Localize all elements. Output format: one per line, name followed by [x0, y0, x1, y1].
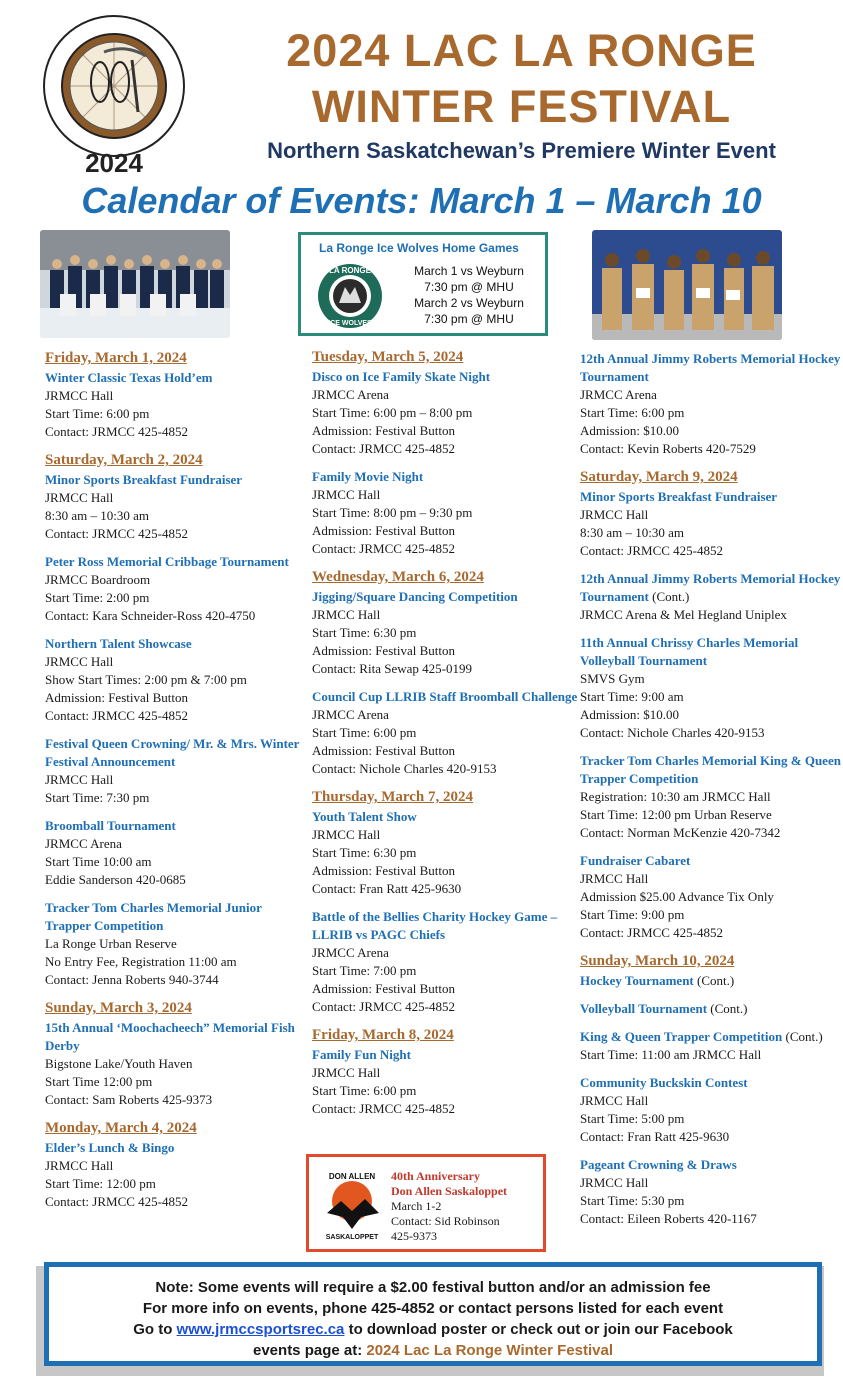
continued-label: (Cont.) — [697, 973, 735, 988]
event-detail: La Ronge Urban Reserve — [45, 936, 177, 951]
event-detail: Bigstone Lake/Youth Haven — [45, 1056, 193, 1071]
event-detail: Start Time: 5:30 pm — [580, 1193, 685, 1208]
logo-year: 2024 — [85, 148, 143, 178]
event-detail: JRMCC Hall — [312, 827, 381, 842]
festival-logo — [34, 8, 194, 178]
event-detail: Admission: $10.00 — [580, 423, 679, 438]
event-detail: Start Time: 9:00 am — [580, 689, 684, 704]
event-title: Volleyball Tournament (Cont.) — [580, 1001, 748, 1016]
event-detail: JRMCC Hall — [45, 654, 114, 669]
note-line-1: Note: Some events will require a $2.00 festival button and/or an admission fee — [155, 1279, 711, 1296]
note-box — [44, 1262, 822, 1366]
event-item — [312, 908, 582, 1016]
event-detail: Admission: Festival Button — [312, 423, 456, 438]
event-detail: JRMCC Hall — [312, 1065, 381, 1080]
facebook-page-name: 2024 Lac La Ronge Winter Festival — [366, 1342, 613, 1359]
note-line-3: Go to www.jrmccsportsrec.ca to download poster or check out or join our Facebook — [133, 1321, 733, 1338]
event-detail: Contact: Rita Sewap 425-0199 — [312, 661, 472, 676]
svg-text:ICE WOLVES: ICE WOLVES — [328, 320, 372, 327]
event-detail: JRMCC Hall — [580, 1175, 649, 1190]
event-detail: Contact: JRMCC 425-4852 — [45, 526, 189, 541]
events-column-1 — [45, 343, 307, 1221]
day-heading: Saturday, March 9, 2024 — [580, 469, 738, 485]
event-detail: JRMCC Arena & Mel Hegland Uniplex — [580, 607, 787, 622]
event-item — [580, 752, 842, 842]
event-title: Broomball Tournament — [45, 818, 176, 833]
event-detail: Contact: JRMCC 425-4852 — [45, 424, 189, 439]
event-detail: JRMCC Hall — [45, 388, 114, 403]
event-detail: Admission: Festival Button — [312, 981, 456, 996]
events-column-3 — [580, 350, 842, 1238]
event-detail: Admission: Festival Button — [312, 743, 456, 758]
event-item — [45, 1019, 307, 1109]
event-detail: JRMCC Arena — [312, 945, 389, 960]
event-detail: JRMCC Arena — [312, 387, 389, 402]
event-item — [580, 1028, 842, 1064]
event-detail: JRMCC Arena — [580, 387, 657, 402]
event-detail: Contact: Fran Ratt 425-9630 — [312, 881, 462, 896]
event-title: Disco on Ice Family Skate Night — [312, 369, 491, 384]
event-detail: Contact: JRMCC 425-4852 — [312, 541, 456, 556]
event-detail: Contact: Jenna Roberts 940-3744 — [45, 972, 219, 987]
saskaloppet-text: 40th Anniversary Don Allen Saskaloppet March 1-2 Contact: Sid Robinson 425-9373 — [391, 1169, 508, 1243]
event-item — [580, 1074, 842, 1146]
event-detail: Admission: Festival Button — [45, 690, 189, 705]
event-detail: Contact: Fran Ratt 425-9630 — [580, 1129, 730, 1144]
event-detail: Eddie Sanderson 420-0685 — [45, 872, 186, 887]
event-item — [45, 635, 307, 725]
svg-text:DON ALLEN: DON ALLEN — [328, 1172, 376, 1181]
event-detail: Start Time: 6:30 pm — [312, 845, 417, 860]
event-detail: Contact: JRMCC 425-4852 — [580, 543, 724, 558]
event-title: King & Queen Trapper Competition (Cont.) — [580, 1029, 823, 1044]
ice-wolves-logo — [317, 263, 383, 329]
subtitle: Northern Saskatchewan’s Premiere Winter Event — [267, 138, 776, 163]
event-item — [312, 468, 582, 558]
event-detail: 8:30 am – 10:30 am — [45, 508, 149, 523]
event-detail: Contact: Norman McKenzie 420-7342 — [580, 825, 781, 840]
event-detail: Admission: $10.00 — [580, 707, 679, 722]
event-detail: JRMCC Hall — [312, 487, 381, 502]
event-title: Battle of the Bellies Charity Hockey Game – LLRIB vs PAGC Chiefs — [312, 909, 558, 942]
event-title: Tracker Tom Charles Memorial Junior Trapper Competition — [45, 900, 262, 933]
event-detail: Contact: JRMCC 425-4852 — [45, 1194, 189, 1209]
event-item — [580, 1000, 842, 1018]
saskaloppet-box — [306, 1154, 546, 1252]
day-heading: Tuesday, March 5, 2024 — [312, 349, 464, 365]
event-detail: JRMCC Hall — [45, 490, 114, 505]
note-line-2: For more info on events, phone 425-4852 or contact persons listed for each event — [142, 1300, 724, 1317]
event-detail: Registration: 10:30 am JRMCC Hall — [580, 789, 771, 804]
event-item — [312, 1046, 582, 1118]
event-title: Minor Sports Breakfast Fundraiser — [580, 489, 778, 504]
event-detail: Contact: Sam Roberts 425-9373 — [45, 1092, 213, 1107]
website-link[interactable]: www.jrmccsportsrec.ca — [176, 1321, 345, 1338]
event-detail: Start Time: 2:00 pm — [45, 590, 150, 605]
event-item — [45, 471, 307, 543]
event-detail: Start Time: 7:30 pm — [45, 790, 150, 805]
event-detail: JRMCC Arena — [45, 836, 122, 851]
day-heading: Monday, March 4, 2024 — [45, 1120, 197, 1136]
event-detail: Contact: Nichole Charles 420-9153 — [580, 725, 765, 740]
event-item — [580, 852, 842, 942]
event-item — [580, 1156, 842, 1228]
event-title: 12th Annual Jimmy Roberts Memorial Hockey Tournament — [580, 351, 841, 384]
saskaloppet-logo — [321, 1171, 383, 1241]
event-detail: JRMCC Hall — [312, 607, 381, 622]
event-detail: Start Time: 6:00 pm — [45, 406, 150, 421]
event-title: Peter Ross Memorial Cribbage Tournament — [45, 554, 289, 569]
continued-label: (Cont.) — [710, 1001, 748, 1016]
event-detail: Start Time: 6:00 pm – 8:00 pm — [312, 405, 473, 420]
event-item — [45, 1139, 307, 1211]
event-detail: Start Time 12:00 pm — [45, 1074, 153, 1089]
ice-wolves-box — [298, 232, 548, 336]
event-detail: Start Time: 7:00 pm — [312, 963, 417, 978]
event-title: Family Fun Night — [312, 1047, 411, 1062]
svg-text:SASKALOPPET: SASKALOPPET — [325, 1234, 379, 1241]
event-item — [312, 368, 582, 458]
event-detail: Contact: JRMCC 425-4852 — [580, 925, 724, 940]
event-detail: Admission: Festival Button — [312, 643, 456, 658]
day-heading: Wednesday, March 6, 2024 — [312, 569, 484, 585]
event-detail: Start Time: 6:30 pm — [312, 625, 417, 640]
event-detail: Start Time: 11:00 am JRMCC Hall — [580, 1047, 762, 1062]
event-detail: Contact: Eileen Roberts 420-1167 — [580, 1211, 757, 1226]
event-detail: Start Time: 12:00 pm — [45, 1176, 156, 1191]
event-detail: Admission: Festival Button — [312, 523, 456, 538]
events-column-2 — [312, 342, 582, 1128]
day-heading: Sunday, March 10, 2024 — [580, 953, 735, 969]
event-title: Community Buckskin Contest — [580, 1075, 748, 1090]
ice-wolves-title: La Ronge Ice Wolves Home Games — [319, 241, 519, 255]
day-heading: Thursday, March 7, 2024 — [312, 789, 473, 805]
event-detail: Show Start Times: 2:00 pm & 7:00 pm — [45, 672, 247, 687]
event-title: Jigging/Square Dancing Competition — [312, 589, 518, 604]
event-title: Pageant Crowning & Draws — [580, 1157, 737, 1172]
event-item — [580, 488, 842, 560]
note-line-4: events page at: 2024 Lac La Ronge Winter Festival — [253, 1342, 613, 1359]
event-detail: Start Time: 6:00 pm — [312, 1083, 417, 1098]
event-detail: JRMCC Arena — [312, 707, 389, 722]
event-title: Minor Sports Breakfast Fundraiser — [45, 472, 243, 487]
event-detail: Contact: JRMCC 425-4852 — [45, 708, 189, 723]
day-heading: Friday, March 1, 2024 — [45, 350, 187, 366]
event-detail: No Entry Fee, Registration 11:00 am — [45, 954, 237, 969]
event-item — [580, 350, 842, 458]
calendar-title: Calendar of Events: March 1 – March 10 — [81, 180, 762, 221]
event-detail: Admission: Festival Button — [312, 863, 456, 878]
event-detail: JRMCC Hall — [45, 772, 114, 787]
event-detail: Contact: JRMCC 425-4852 — [312, 441, 456, 456]
event-detail: Start Time: 9:00 pm — [580, 907, 685, 922]
regalia-group-photo — [592, 230, 782, 340]
continued-label: (Cont.) — [785, 1029, 823, 1044]
title-line-1: 2024 LAC LA RONGE — [286, 25, 757, 76]
event-title: Tracker Tom Charles Memorial King & Queen Trapper Competition — [580, 753, 841, 786]
event-detail: JRMCC Hall — [580, 1093, 649, 1108]
event-title: Family Movie Night — [312, 469, 424, 484]
event-item — [312, 588, 582, 678]
event-item — [580, 570, 842, 624]
event-detail: Start Time: 12:00 pm Urban Reserve — [580, 807, 772, 822]
event-title: Youth Talent Show — [312, 809, 417, 824]
event-title: 11th Annual Chrissy Charles Memorial Volleyball Tournament — [580, 635, 799, 668]
event-title: 15th Annual ‘Moochacheech” Memorial Fish Derby — [45, 1020, 295, 1053]
event-detail: JRMCC Hall — [580, 871, 649, 886]
day-heading: Sunday, March 3, 2024 — [45, 1000, 192, 1016]
event-detail: JRMCC Hall — [580, 507, 649, 522]
event-item — [45, 553, 307, 625]
day-heading: Friday, March 8, 2024 — [312, 1027, 454, 1043]
event-title: Council Cup LLRIB Staff Broomball Challenge — [312, 689, 578, 704]
event-detail: Contact: Kevin Roberts 420-7529 — [580, 441, 756, 456]
event-item — [45, 817, 307, 889]
event-detail: Start Time: 6:00 pm — [312, 725, 417, 740]
ice-wolves-schedule: March 1 vs Weyburn 7:30 pm @ MHU March 2 vs Weyburn 7:30 pm @ MHU — [414, 264, 524, 326]
event-item — [45, 899, 307, 989]
event-item — [45, 735, 307, 807]
event-title: 12th Annual Jimmy Roberts Memorial Hockey Tournament (Cont.) — [580, 571, 841, 604]
svg-text:LA RONGE: LA RONGE — [329, 266, 371, 275]
event-detail: Admission $25.00 Advance Tix Only — [580, 889, 774, 904]
event-title: Fundraiser Cabaret — [580, 853, 691, 868]
event-title: Elder’s Lunch & Bingo — [45, 1140, 175, 1155]
event-detail: Start Time: 6:00 pm — [580, 405, 685, 420]
event-detail: Start Time: 8:00 pm – 9:30 pm — [312, 505, 473, 520]
event-item — [312, 688, 582, 778]
event-detail: Contact: Kara Schneider-Ross 420-4750 — [45, 608, 256, 623]
continued-label: (Cont.) — [652, 589, 690, 604]
day-heading: Saturday, March 2, 2024 — [45, 452, 203, 468]
event-title: Hockey Tournament (Cont.) — [580, 973, 735, 988]
event-item — [45, 369, 307, 441]
event-detail: JRMCC Boardroom — [45, 572, 151, 587]
event-detail: Contact: JRMCC 425-4852 — [312, 1101, 456, 1116]
event-detail: 8:30 am – 10:30 am — [580, 525, 684, 540]
hockey-team-photo — [40, 230, 230, 338]
event-detail: Contact: Nichole Charles 420-9153 — [312, 761, 497, 776]
title-line-2: WINTER FESTIVAL — [311, 81, 732, 132]
event-item — [312, 808, 582, 898]
event-title: Northern Talent Showcase — [45, 636, 192, 651]
event-detail: JRMCC Hall — [45, 1158, 114, 1173]
event-detail: Contact: JRMCC 425-4852 — [312, 999, 456, 1014]
event-item — [580, 972, 842, 990]
event-title: Winter Classic Texas Hold’em — [45, 370, 213, 385]
event-item — [580, 634, 842, 742]
event-detail: Start Time 10:00 am — [45, 854, 152, 869]
event-detail: SMVS Gym — [580, 671, 645, 686]
event-detail: Start Time: 5:00 pm — [580, 1111, 685, 1126]
event-title: Festival Queen Crowning/ Mr. & Mrs. Winter Festival Announcement — [45, 736, 300, 769]
